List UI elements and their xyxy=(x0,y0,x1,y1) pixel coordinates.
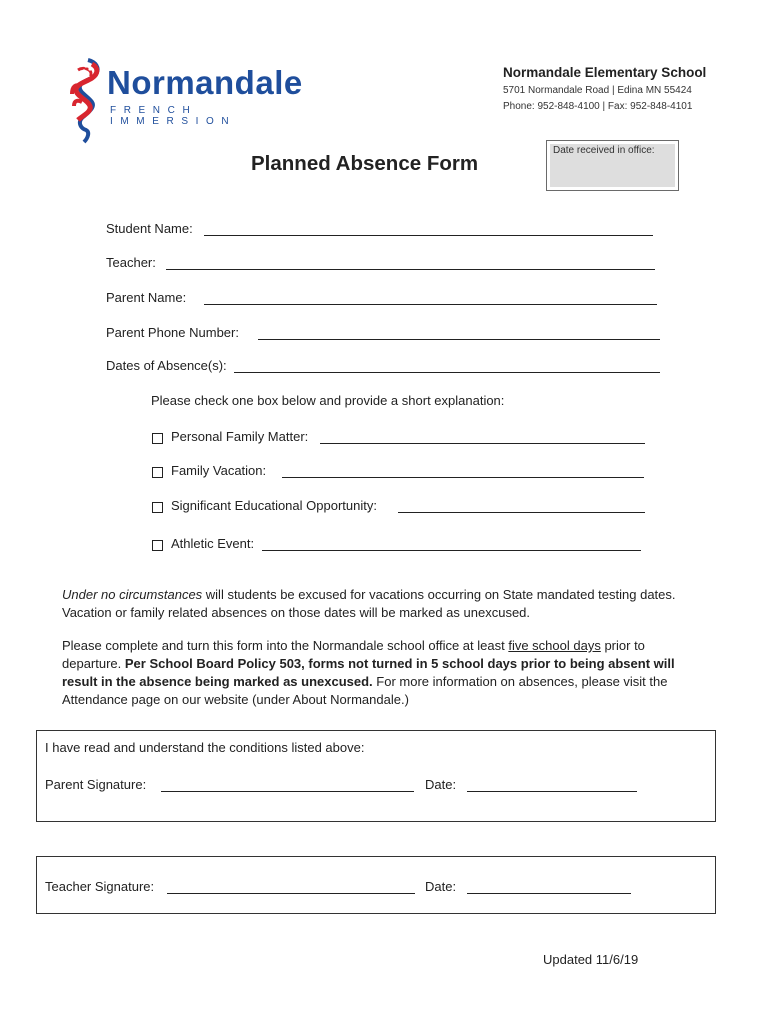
parent-phone-line[interactable] xyxy=(258,339,660,340)
school-info xyxy=(503,65,733,112)
vacation-label: Family Vacation: xyxy=(171,463,267,478)
submission-paragraph xyxy=(62,637,702,709)
form-title: Planned Absence Form xyxy=(251,152,479,175)
teacher-date-line[interactable] xyxy=(467,893,631,894)
teacher-signature-label: Teacher Signature: xyxy=(45,879,155,894)
personal-checkbox[interactable] xyxy=(152,431,163,449)
logo-subtitle: FRENCH IMMERSION xyxy=(110,105,237,127)
updated-date: Updated 11/6/19 xyxy=(543,952,639,967)
logo-wordmark: Normandale xyxy=(107,64,303,101)
student-name-line[interactable] xyxy=(204,235,653,236)
athletic-line[interactable] xyxy=(262,550,641,551)
testing-policy-text: will students be excused for vacations occurring on State mandated testing dates. Vacation or family related absences on those dates will be marked as unexcused. xyxy=(62,587,676,620)
policy-503-text: Per School Board Policy 503, forms not turned in 5 school days prior to being absent will result in the absence being marked as unexcused. xyxy=(62,656,675,689)
submission-text-3: For more information on absences, please visit the Attendance page on our website (under About Normandale.) xyxy=(62,674,668,707)
dates-label: Dates of Absence(s): xyxy=(106,358,227,373)
instruction-text: Please check one box below and provide a short explanation: xyxy=(151,393,505,408)
parent-signature-label: Parent Signature: xyxy=(45,777,147,792)
dates-line[interactable] xyxy=(234,372,660,373)
teacher-date-label: Date: xyxy=(425,879,457,894)
school-address: 5701 Normandale Road | Edina MN 55424 xyxy=(503,85,692,96)
parent-acknowledgement-box xyxy=(36,730,716,822)
personal-line[interactable] xyxy=(320,443,645,444)
athletic-checkbox[interactable] xyxy=(152,538,163,556)
educational-line[interactable] xyxy=(398,512,645,513)
testing-policy-paragraph xyxy=(62,586,702,622)
submission-text-2: prior to departure. xyxy=(62,638,645,671)
teacher-signature-line[interactable] xyxy=(167,893,415,894)
parent-date-label: Date: xyxy=(425,777,457,792)
vacation-checkbox[interactable] xyxy=(152,465,163,483)
five-school-days-text: five school days xyxy=(508,638,601,653)
parent-name-line[interactable] xyxy=(204,304,657,305)
parent-date-line[interactable] xyxy=(467,791,637,792)
emphasis-text: Under no circumstances xyxy=(62,587,203,602)
vacation-line[interactable] xyxy=(282,477,644,478)
flag-ribbon-icon xyxy=(66,56,106,146)
parent-signature-line[interactable] xyxy=(161,791,414,792)
school-logo xyxy=(66,56,306,150)
teacher-label: Teacher: xyxy=(106,255,156,270)
teacher-signature-box xyxy=(36,856,716,914)
school-phone: Phone: 952-848-4100 | Fax: 952-848-4101 xyxy=(503,101,693,112)
parent-name-label: Parent Name: xyxy=(106,290,187,305)
submission-text-1: Please complete and turn this form into the Normandale school office at least xyxy=(62,638,509,653)
parent-phone-label: Parent Phone Number: xyxy=(106,325,239,340)
date-received-box[interactable] xyxy=(546,140,679,191)
educational-label: Significant Educational Opportunity: xyxy=(171,498,377,513)
acknowledgement-statement: I have read and understand the conditions listed above: xyxy=(45,740,365,755)
school-name: Normandale Elementary School xyxy=(503,65,707,80)
student-name-label: Student Name: xyxy=(106,221,193,236)
educational-checkbox[interactable] xyxy=(152,500,163,518)
personal-label: Personal Family Matter: xyxy=(171,429,309,444)
athletic-label: Athletic Event: xyxy=(171,536,255,551)
teacher-line[interactable] xyxy=(166,269,655,270)
date-received-label: Date received in office: xyxy=(553,145,655,156)
